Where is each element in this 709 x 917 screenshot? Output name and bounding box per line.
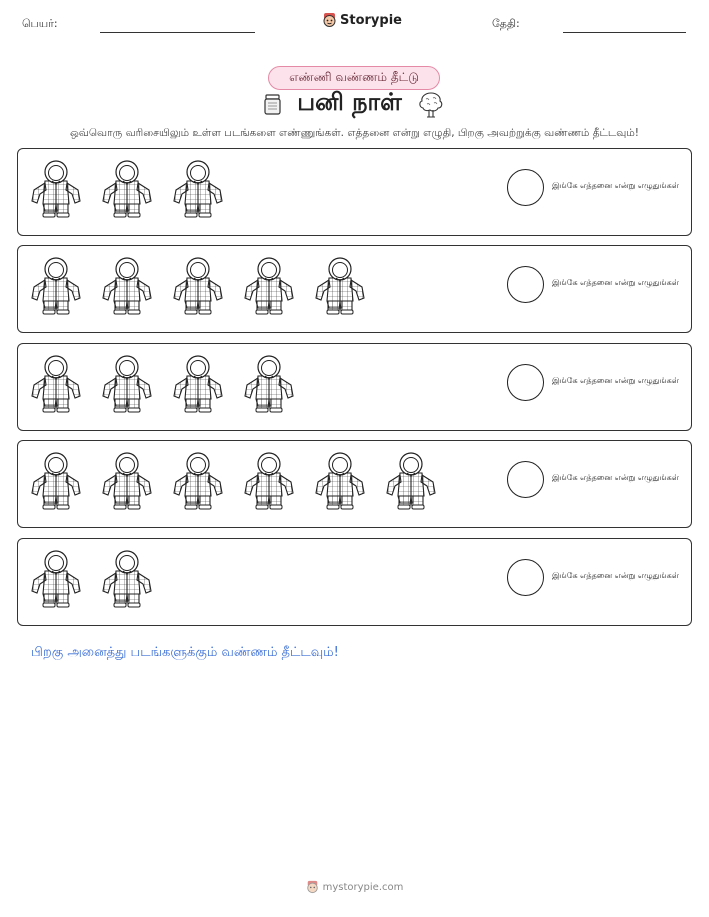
answer-circle[interactable] <box>507 559 544 596</box>
snowsuit-icon[interactable] <box>241 451 297 511</box>
snowsuit-icon[interactable] <box>241 256 297 316</box>
instructions: ஒவ்வொரு வரிசையிலும் உள்ள படங்களை எண்ணுங்கள். எத்தனை என்று எழுதி, பிறகு அவற்றுக்கு வண்ணம் தீட்டவும்! <box>70 127 639 139</box>
snowsuit-icon[interactable] <box>99 256 155 316</box>
snowsuit-icon[interactable] <box>170 354 226 414</box>
counting-row <box>17 538 692 626</box>
snowsuit-icon[interactable] <box>383 451 439 511</box>
snowsuit-icon[interactable] <box>312 256 368 316</box>
counting-row <box>17 245 692 333</box>
snowsuit-icon[interactable] <box>170 256 226 316</box>
answer-prompt: இங்கே எத்தனை என்று எழுதுங்கள் <box>552 278 679 287</box>
snowsuit-icon[interactable] <box>170 159 226 219</box>
snowsuit-icon[interactable] <box>241 354 297 414</box>
snowsuit-icon[interactable] <box>312 451 368 511</box>
site-footer <box>0 880 709 894</box>
page-title <box>0 88 709 119</box>
snowsuit-icon[interactable] <box>99 451 155 511</box>
date-label: தேதி: <box>492 17 520 30</box>
answer-prompt: இங்கே எத்தனை என்று எழுதுங்கள் <box>552 571 679 580</box>
footer-note: பிறகு அனைத்து படங்களுக்கும் வண்ணம் தீட்டவும்! <box>31 645 339 660</box>
brand-name: Storypie <box>340 12 402 28</box>
name-line[interactable] <box>100 32 255 33</box>
worksheet-type-badge: எண்ணி வண்ணம் தீட்டு <box>268 66 440 90</box>
snowsuit-icon[interactable] <box>99 549 155 609</box>
answer-circle[interactable] <box>507 364 544 401</box>
site-url[interactable]: mystorypie.com <box>322 881 404 893</box>
counting-row <box>17 440 692 528</box>
snowsuit-icon[interactable] <box>28 451 84 511</box>
snowy-tree-icon <box>416 89 446 119</box>
snowsuit-icon[interactable] <box>170 451 226 511</box>
counting-row <box>17 343 692 431</box>
storypie-mascot-icon <box>322 12 337 28</box>
answer-circle[interactable] <box>507 461 544 498</box>
answer-prompt: இங்கே எத்தனை என்று எழுதுங்கள் <box>552 473 679 482</box>
storypie-mascot-icon <box>306 880 319 894</box>
brand-logo <box>322 12 402 28</box>
answer-circle[interactable] <box>507 266 544 303</box>
counting-row <box>17 148 692 236</box>
picture-group <box>28 354 297 414</box>
answer-prompt: இங்கே எத்தனை என்று எழுதுங்கள் <box>552 376 679 385</box>
answer-prompt: இங்கே எத்தனை என்று எழுதுங்கள் <box>552 181 679 190</box>
name-label: பெயர்: <box>22 17 58 30</box>
picture-group <box>28 549 155 609</box>
picture-group <box>28 256 368 316</box>
date-line[interactable] <box>563 32 686 33</box>
snowsuit-icon[interactable] <box>28 354 84 414</box>
title-text: பனி நாள் <box>297 88 402 116</box>
snowsuit-icon[interactable] <box>28 549 84 609</box>
picture-group <box>28 159 226 219</box>
answer-circle[interactable] <box>507 169 544 206</box>
cocoa-mug-icon <box>263 92 283 116</box>
snowsuit-icon[interactable] <box>99 159 155 219</box>
snowsuit-icon[interactable] <box>99 354 155 414</box>
picture-group <box>28 451 439 511</box>
snowsuit-icon[interactable] <box>28 256 84 316</box>
snowsuit-icon[interactable] <box>28 159 84 219</box>
